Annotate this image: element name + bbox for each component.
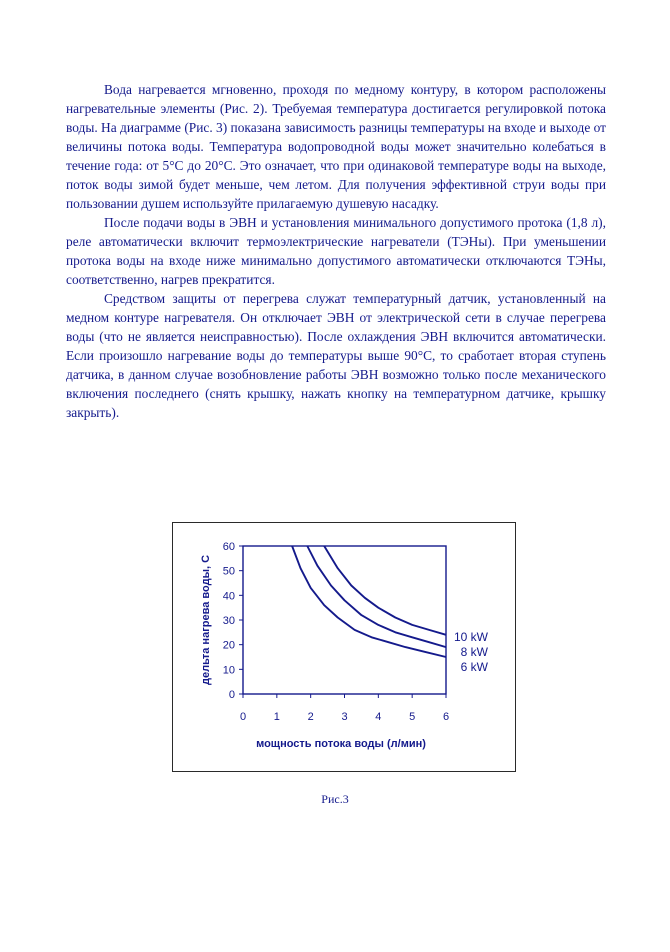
x-tick-label: 0 [239, 711, 247, 723]
x-axis-label: мощность потока воды (л/мин) [256, 738, 426, 750]
y-tick-label: 30 [222, 615, 235, 627]
y-tick-label: 40 [222, 590, 235, 603]
figure-frame [172, 522, 516, 772]
paragraph-2: После подачи воды в ЭВН и установления минимального допустимого протока (1,8 л), реле автоматически включит термоэлектрические нагреватели (ТЭНы). При уменьшении протока воды на входе ниже минимально допустимого автоматически отключаются ТЭНы, соответственно, нагрев прекратится. [66, 215, 606, 287]
body-text [66, 80, 606, 422]
paragraph-1: Вода нагревается мгновенно, проходя по медному контуру, в котором расположены нагревательные элементы (Рис. 2). Требуемая температура достигается регулировкой потока воды. На диаграмме (Рис. 3) показана зависимость разницы температуры на входе и выходе от величины потока воды. Температура водопроводной воды может значительно колебаться в течение года: от 5°С до 20°С. Это означает, что при одинаковой температуре воды на выходе, поток воды зимой будет меньше, чем летом. Для получения эффективной струи воды при пользовании душем используйте прилагаемую душевую насадку. [66, 82, 606, 211]
x-tick-label: 6 [442, 711, 450, 723]
x-tick-label: 5 [409, 711, 416, 723]
series-label: 8 kW [460, 645, 488, 659]
legend [454, 630, 489, 674]
y-tick-label: 10 [222, 664, 235, 677]
figure-caption: Рис.3 [321, 792, 349, 806]
y-tick-label: 60 [222, 541, 235, 553]
ticks [223, 541, 449, 723]
y-tick-label: 0 [228, 689, 235, 701]
y-tick-label: 50 [222, 565, 235, 578]
x-tick-label: 4 [375, 711, 382, 723]
x-tick-label: 2 [307, 711, 314, 723]
series-label: 6 kW [460, 660, 488, 674]
series-label: 10 kW [453, 630, 488, 644]
plot-area [243, 546, 446, 694]
y-axis-label: дельта нагрева воды, С [200, 554, 212, 686]
series-line [307, 546, 446, 647]
y-tick-label: 20 [222, 639, 235, 652]
chart [173, 523, 517, 773]
paragraph-3: Средством защиты от перегрева служат температурный датчик, установленный на медном контуре нагревателя. Он отключает ЭВН от электрической сети в случае перегрева воды (что не является неисправностью). После охлаждения ЭВН включится автоматически. Если произошло нагревание воды до температуры выше 90°С, то сработает вторая ступень датчика, в данном случае возобновление работы ЭВН возможно только после механического включения последнего (снять крышку, нажать кнопку на температурном датчике, крышку закрыть). [66, 291, 606, 420]
x-tick-label: 3 [341, 711, 348, 723]
series-lines [292, 546, 446, 657]
x-tick-label: 1 [273, 711, 280, 723]
